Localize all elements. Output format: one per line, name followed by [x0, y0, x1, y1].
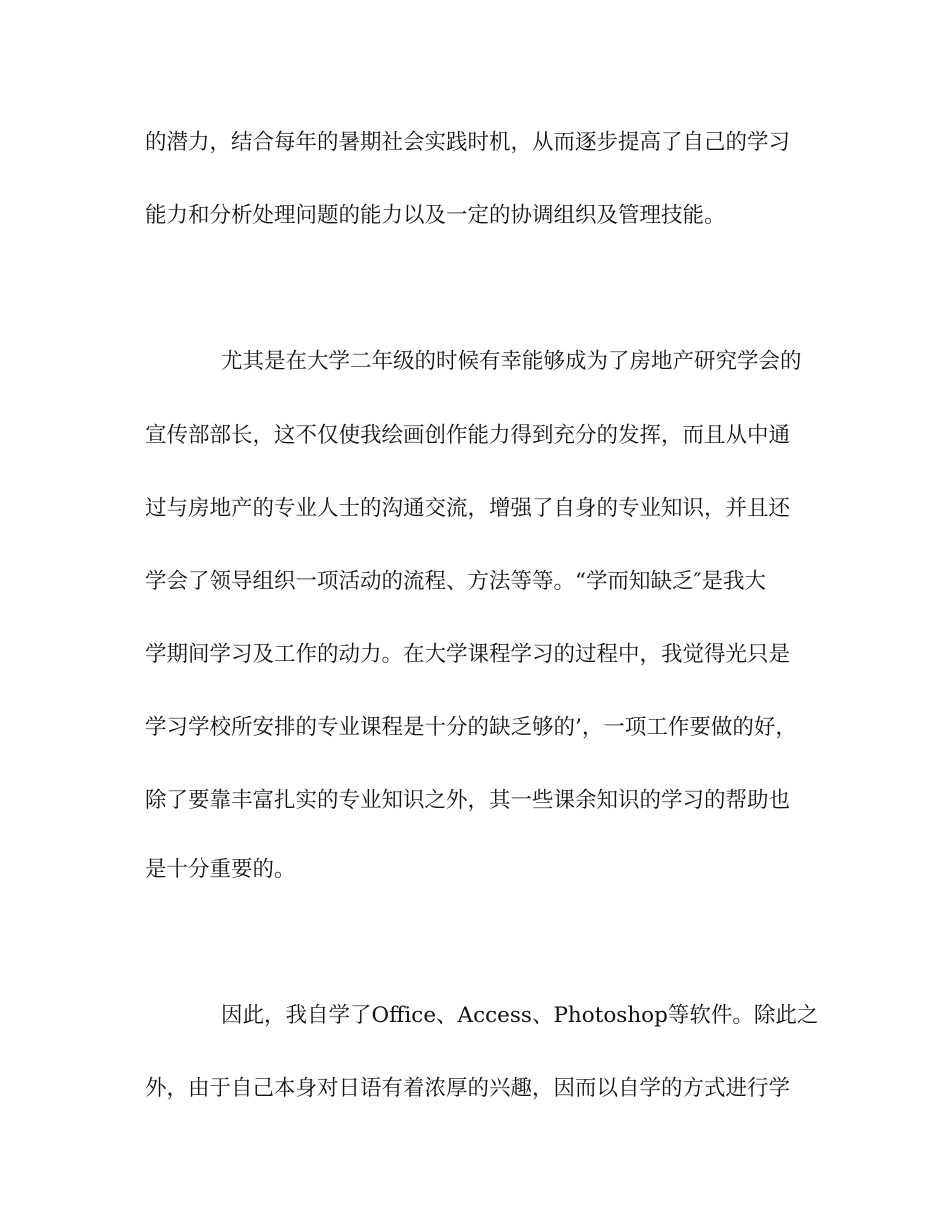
text-line: 学期间学习及工作的动力。在大学课程学习的过程中，我觉得光只是 [145, 642, 791, 667]
text-line: 的潜力，结合每年的暑期社会实践时机，从而逐步提高了自己的学习 [145, 130, 791, 155]
text-line: 宣传部部长，这不仅使我绘画创作能力得到充分的发挥，而且从中通 [145, 423, 791, 448]
text-line: 学习学校所安排的专业课程是十分的缺乏够的’，一项工作要做的好， [145, 715, 797, 740]
text-line: 是十分重要的。 [145, 857, 296, 882]
text-line: 过与房地产的专业人士的沟通交流，增强了自身的专业知识，并且还 [145, 496, 791, 521]
text-line: 除了要靠丰富扎实的专业知识之外，其一些课余知识的学习的帮助也 [145, 788, 791, 813]
text-line: 能力和分析处理问题的能力以及一定的协调组织及管理技能。 [145, 203, 726, 228]
text-line: 外，由于自己本身对日语有着浓厚的兴趣，因而以自学的方式进行学 [145, 1076, 791, 1101]
text-line: 因此，我自学了Office、Access、Photoshop等软件。除此之 [221, 1003, 819, 1028]
text-line: 学会了领导组织一项活动的流程、方法等等。“学而知缺乏″是我大 [145, 569, 767, 594]
text-line: 尤其是在大学二年级的时候有幸能够成为了房地产研究学会的 [221, 349, 802, 374]
